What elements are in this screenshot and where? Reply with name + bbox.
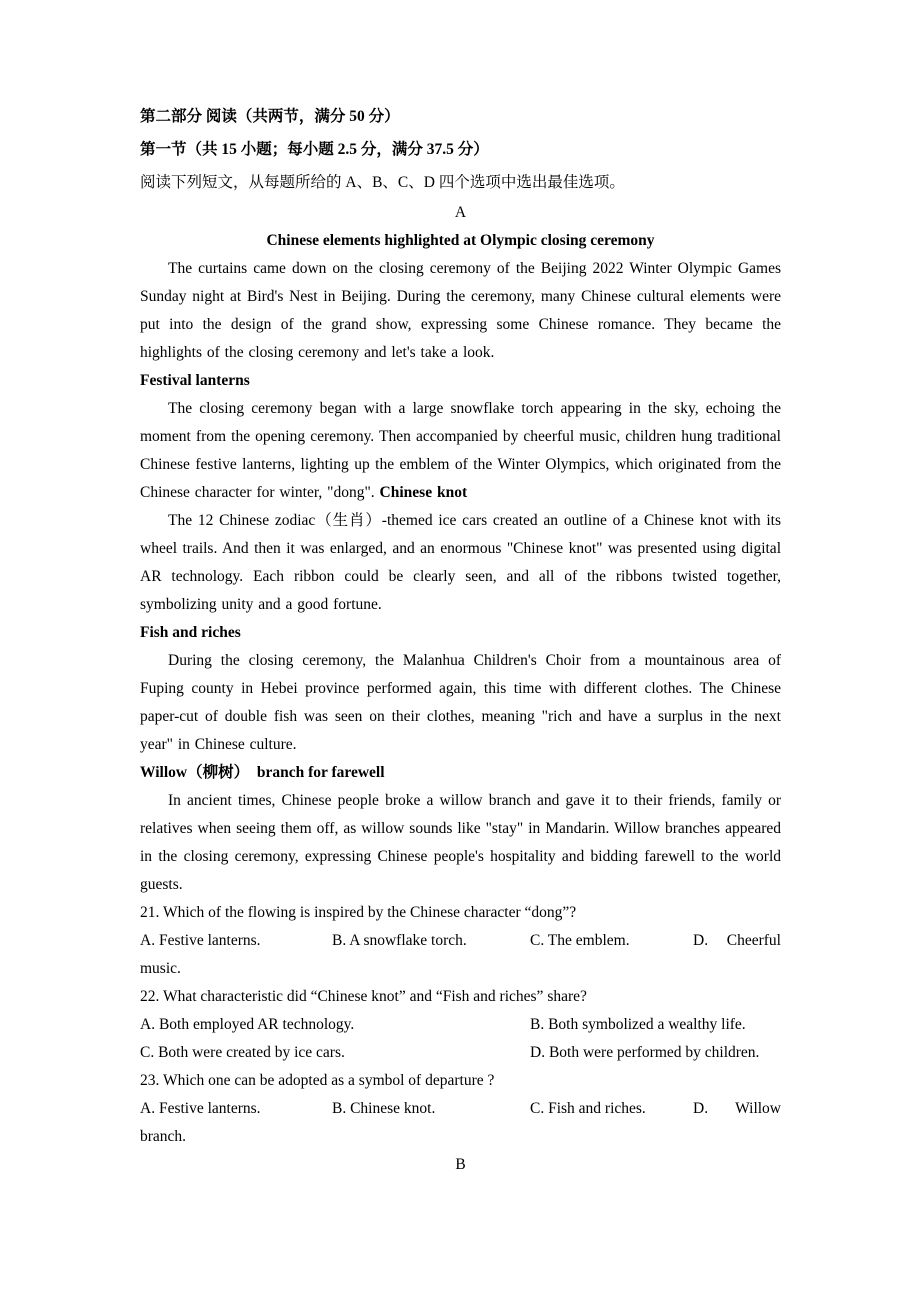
paragraph-festival-lanterns — [140, 395, 781, 507]
q23-option-d-label: D. — [693, 1100, 709, 1117]
question-21-stem: 21. Which of the flowing is inspired by the Chinese character “dong”? — [140, 904, 577, 921]
passage-label-a: A — [454, 204, 467, 221]
q22-option-c: C. Both were created by ice cars. — [140, 1044, 345, 1061]
q21-option-a: A. Festive lanterns. — [140, 932, 261, 949]
paragraph-chinese-knot: The 12 Chinese zodiac（生肖）-themed ice cars created an outline of a Chinese knot with its wheel trails. And then it was enlarged, and an enormous "Chinese knot" was presented using digital AR technology. Each ribbon could be clearly seen, and all of the ribbons twisted together, symbolizing unity and a good fortune. — [140, 512, 781, 613]
q21-option-b: B. A snowflake torch. — [332, 932, 467, 949]
paragraph-willow-branch: In ancient times, Chinese people broke a willow branch and gave it to their friends, family or relatives when seeing them off, as willow sounds like "stay" in Mandarin. Willow branches appeared in the closing ceremony, expressing Chinese people's hospitality and bidding farewell to the world guests. — [140, 792, 781, 893]
question-23-options — [140, 1095, 781, 1123]
q21-option-d-text: Cheerful — [726, 932, 781, 949]
passage-instructions: 阅读下列短文，从每题所给的 A、B、C、D 四个选项中选出最佳选项。 — [140, 174, 625, 191]
q23-option-a: A. Festive lanterns. — [140, 1100, 261, 1117]
q23-option-c: C. Fish and riches. — [530, 1100, 646, 1117]
q23-option-d-continuation: branch. — [140, 1128, 187, 1145]
question-22-options-row-2 — [140, 1039, 781, 1067]
passage-title: Chinese elements highlighted at Olympic closing ceremony — [266, 232, 655, 249]
q22-option-b: B. Both symbolized a wealthy life. — [530, 1016, 746, 1033]
subhead-festival-lanterns: Festival lanterns — [140, 372, 250, 389]
q23-option-d — [693, 1095, 781, 1123]
subhead-fish-and-riches: Fish and riches — [140, 624, 241, 641]
question-21-options — [140, 927, 781, 955]
q21-option-d-label: D. — [693, 932, 709, 949]
paragraph-intro: The curtains came down on the closing ceremony of the Beijing 2022 Winter Olympic Games Sunday night at Bird's Nest in Beijing. During the ceremony, many Chinese cultural elements were put into the design of the grand show, expressing some Chinese romance. They became the highlights of the closing ceremony and let's take a look. — [140, 260, 781, 361]
section1-heading: 第一节（共 15 小题；每小题 2.5 分，满分 37.5 分） — [140, 141, 489, 158]
subhead-willow-branch: Willow（柳树） branch for farewell — [140, 764, 385, 781]
paragraph-festival-lanterns-text: The closing ceremony began with a large snowflake torch appearing in the sky, echoing the moment from the opening ceremony. Then accompanied by cheerful music, children hung traditional Chinese festive lanterns, lighting up the emblem of the Winter Olympics, which originated from the Chinese character for winter, "dong". — [140, 400, 781, 501]
q21-option-d-continuation: music. — [140, 960, 181, 977]
q22-option-a: A. Both employed AR technology. — [140, 1016, 355, 1033]
question-23-stem: 23. Which one can be adopted as a symbol of departure ? — [140, 1072, 495, 1089]
q23-option-b: B. Chinese knot. — [332, 1100, 436, 1117]
q21-option-d — [693, 927, 781, 955]
subhead-chinese-knot: Chinese knot — [379, 484, 468, 501]
question-22-options-row-1 — [140, 1011, 781, 1039]
question-22-stem: 22. What characteristic did “Chinese knot” and “Fish and riches” share? — [140, 988, 587, 1005]
paragraph-fish-and-riches: During the closing ceremony, the Malanhua Children's Choir from a mountainous area of Fuping county in Hebei province performed again, this time with different clothes. The Chinese paper-cut of double fish was seen on their clothes, meaning "rich and have a surplus in the next year" in Chinese culture. — [140, 652, 781, 753]
q23-option-d-text: Willow — [735, 1100, 781, 1117]
part2-heading: 第二部分 阅读（共两节，满分 50 分） — [140, 108, 400, 125]
q21-option-c: C. The emblem. — [530, 932, 630, 949]
q22-option-d: D. Both were performed by children. — [530, 1044, 760, 1061]
passage-label-b: B — [455, 1156, 466, 1173]
